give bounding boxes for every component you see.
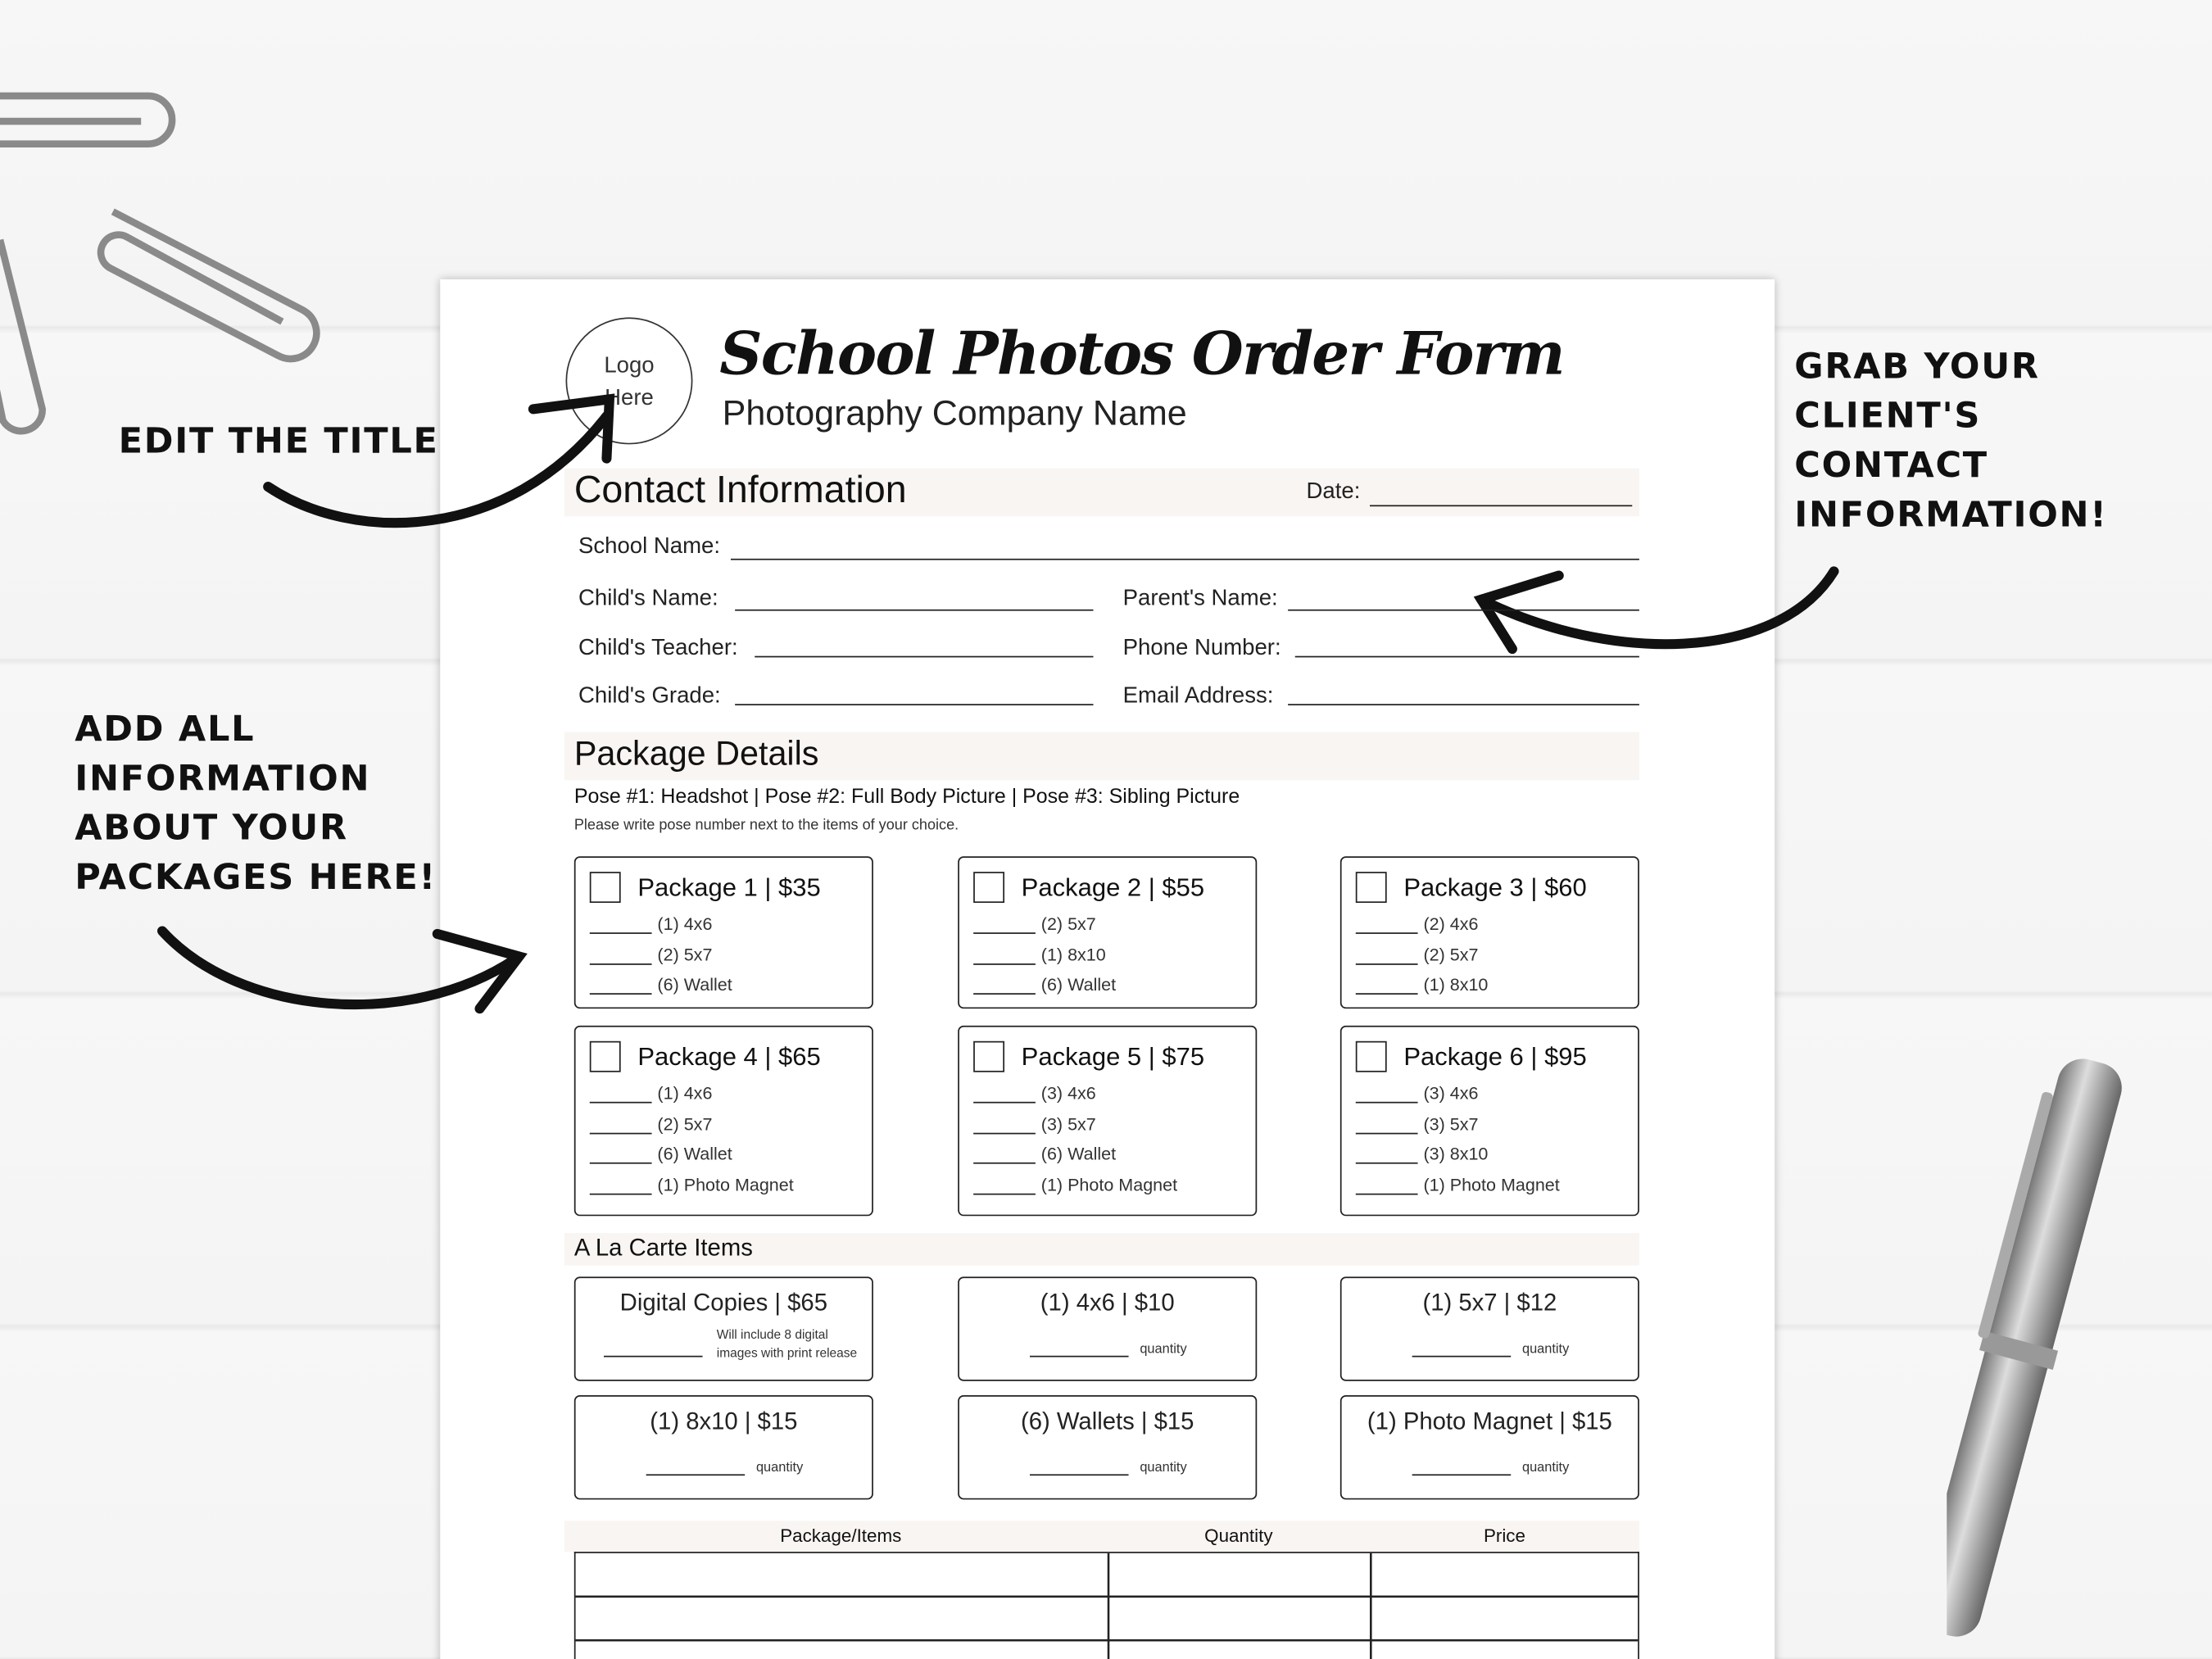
company-name: Photography Company Name [722,393,1187,433]
pose-number-field[interactable] [590,1163,652,1164]
package-checkbox[interactable] [1356,872,1387,903]
package-option-6[interactable] [1340,1026,1639,1216]
package-title: Package 2 | $55 [1021,873,1205,901]
table-header-package: Package/Items [780,1525,902,1547]
annotation-line: GRAB YOUR [1794,345,2040,387]
email-field[interactable] [1288,704,1639,705]
package-heading: Package Details [573,735,819,773]
child-name-field[interactable] [735,610,1093,611]
summary-table[interactable] [574,1552,1639,1659]
pose-number-field[interactable] [1356,1193,1418,1194]
item-title: (1) 8x10 | $15 [650,1407,798,1435]
package-item [1356,1083,1479,1103]
grade-field[interactable] [735,704,1093,705]
package-item [590,975,732,995]
phone-label: Phone Number: [1122,636,1281,660]
note-line: images with print release [716,1345,858,1360]
package-item [590,945,713,964]
note-line: Will include 8 digital [716,1327,828,1342]
package-option-4[interactable] [574,1026,873,1216]
package-item [973,975,1116,995]
package-item-label: (1) Photo Magnet [1423,1174,1560,1194]
pose-number-field[interactable] [590,993,652,995]
package-item [1356,1175,1560,1194]
date-field[interactable] [1370,505,1632,506]
package-item [590,1175,794,1194]
a-la-carte-item[interactable] [1340,1395,1639,1499]
package-item-label: (1) 4x6 [657,913,713,934]
pose-number-field[interactable] [973,963,1036,964]
a-la-carte-digital-copies[interactable] [574,1276,873,1380]
package-title: Package 3 | $60 [1403,873,1587,901]
annotation-line: PACKAGES HERE! [75,856,437,898]
package-item-label: (1) 4x6 [657,1083,713,1104]
package-item [590,1113,713,1133]
quantity-label: quantity [755,1460,804,1476]
package-item [973,1083,1096,1103]
annotation-line: CLIENT'S [1794,395,1982,437]
package-item-label: (3) 5x7 [1040,1113,1096,1134]
package-item-label: (6) Wallet [657,1144,732,1164]
pose-number-field[interactable] [973,932,1036,934]
package-option-3[interactable] [1340,856,1639,1009]
quantity-label: quantity [1140,1460,1187,1476]
quantity-label: quantity [1521,1341,1570,1358]
package-item [590,914,713,934]
package-item-label: (3) 5x7 [1423,1113,1479,1134]
package-item-label: (6) Wallet [1040,974,1117,995]
item-title: (1) 5x7 | $12 [1422,1289,1557,1317]
pose-number-field[interactable] [1356,1163,1418,1164]
package-option-2[interactable] [958,856,1257,1009]
pose-number-field[interactable] [973,1132,1036,1134]
package-item-label: (6) Wallet [1040,1144,1117,1164]
pose-number-field[interactable] [1356,1102,1418,1104]
pose-number-field[interactable] [973,1163,1036,1164]
pose-instruction: Please write pose number next to the items of your choice. [573,817,959,834]
quantity-field[interactable] [646,1474,746,1475]
a-la-carte-item[interactable] [574,1395,873,1499]
annotation-line: ADD ALL [75,708,256,750]
quantity-label: quantity [1521,1460,1570,1476]
phone-field[interactable] [1295,656,1639,658]
package-item-label: (2) 5x7 [1423,944,1479,964]
date-label: Date: [1306,479,1361,504]
package-item-label: (3) 4x6 [1423,1083,1479,1104]
teacher-label: Child's Teacher: [578,636,738,660]
pose-number-field[interactable] [1356,993,1418,995]
pose-number-field[interactable] [1356,932,1418,934]
table-header-quantity: Quantity [1204,1525,1273,1547]
package-checkbox[interactable] [973,1041,1004,1072]
a-la-carte-item[interactable] [1340,1276,1639,1380]
package-item [1356,975,1489,995]
annotation-line: ABOUT YOUR [75,806,348,848]
table-header-price: Price [1483,1525,1525,1547]
package-item [973,1113,1096,1133]
package-title: Package 6 | $95 [1403,1041,1587,1071]
package-checkbox[interactable] [1356,1041,1387,1072]
package-checkbox[interactable] [973,872,1004,903]
package-item [590,1083,713,1103]
quantity-field[interactable] [1412,1356,1512,1358]
pose-number-field[interactable] [590,932,652,934]
package-item [973,945,1106,964]
annotation-edit-title: EDIT THE TITLE [118,420,439,462]
item-title: Digital Copies | $65 [619,1289,827,1317]
package-item-label: (2) 4x6 [1423,913,1479,934]
package-item [1356,945,1479,964]
annotation-line: INFORMATION! [1794,493,2108,535]
email-label: Email Address: [1122,684,1274,709]
annotation-line: CONTACT [1794,444,1988,486]
package-item-label: (2) 5x7 [657,1113,713,1134]
package-item-label: (1) 8x10 [1040,944,1106,964]
package-item [973,1175,1177,1194]
arrow-to-title-icon [268,416,606,523]
grade-label: Child's Grade: [578,684,721,709]
pose-legend: Pose #1: Headshot | Pose #2: Full Body Picture | Pose #3: Sibling Picture [573,786,1240,809]
logo-text: Logo [604,354,655,378]
package-item-label: (3) 8x10 [1423,1144,1489,1164]
annotation-line: INFORMATION [75,757,371,799]
pose-number-field[interactable] [590,1132,652,1134]
pose-number-field[interactable] [1356,1132,1418,1134]
quantity-field[interactable] [1030,1356,1129,1358]
parent-name-field[interactable] [1288,610,1639,611]
item-title: (6) Wallets | $15 [1020,1407,1194,1435]
quantity-field[interactable] [604,1356,703,1358]
package-checkbox[interactable] [590,872,621,903]
package-checkbox[interactable] [590,1041,621,1072]
package-item [1356,914,1479,934]
school-name-label: School Name: [578,534,721,559]
item-title: (1) Photo Magnet | $15 [1367,1407,1612,1435]
pose-number-field[interactable] [973,1193,1036,1194]
package-item [1356,1144,1489,1163]
a-la-carte-item[interactable] [958,1395,1257,1499]
package-option-1[interactable] [574,856,873,1009]
package-title: Package 5 | $75 [1021,1041,1205,1071]
pose-number-field[interactable] [1356,963,1418,964]
package-item [973,914,1096,934]
package-item-label: (2) 5x7 [657,944,713,964]
package-item [590,1144,732,1163]
child-name-label: Child's Name: [578,587,718,611]
package-item-label: (2) 5x7 [1040,913,1096,934]
package-item-label: (6) Wallet [657,974,732,995]
pose-number-field[interactable] [590,963,652,964]
quantity-field[interactable] [1412,1474,1512,1475]
pose-number-field[interactable] [973,1102,1036,1104]
pose-number-field[interactable] [590,1193,652,1194]
package-item-label: (3) 4x6 [1040,1083,1096,1104]
item-title: (1) 4x6 | $10 [1040,1289,1175,1317]
teacher-field[interactable] [755,656,1093,658]
pose-number-field[interactable] [973,993,1036,995]
contact-heading: Contact Information [573,468,907,511]
package-title: Package 4 | $65 [637,1041,821,1071]
package-item-label: (1) Photo Magnet [657,1174,794,1194]
a-la-carte-heading: A La Carte Items [573,1234,753,1262]
a-la-carte-item[interactable] [958,1276,1257,1380]
pose-number-field[interactable] [590,1102,652,1104]
package-option-5[interactable] [958,1026,1257,1216]
digital-note [717,1326,857,1363]
school-name-field[interactable] [731,559,1639,560]
package-item [973,1144,1116,1163]
quantity-label: quantity [1140,1341,1187,1358]
form-title: School Photos Order Form [719,319,1564,388]
logo-text: Here [605,386,654,411]
quantity-field[interactable] [1030,1474,1129,1475]
package-item-label: (1) Photo Magnet [1040,1174,1178,1194]
package-item-label: (1) 8x10 [1423,974,1489,995]
parent-name-label: Parent's Name: [1122,587,1278,611]
package-title: Package 1 | $35 [637,873,821,901]
package-item [1356,1113,1479,1133]
